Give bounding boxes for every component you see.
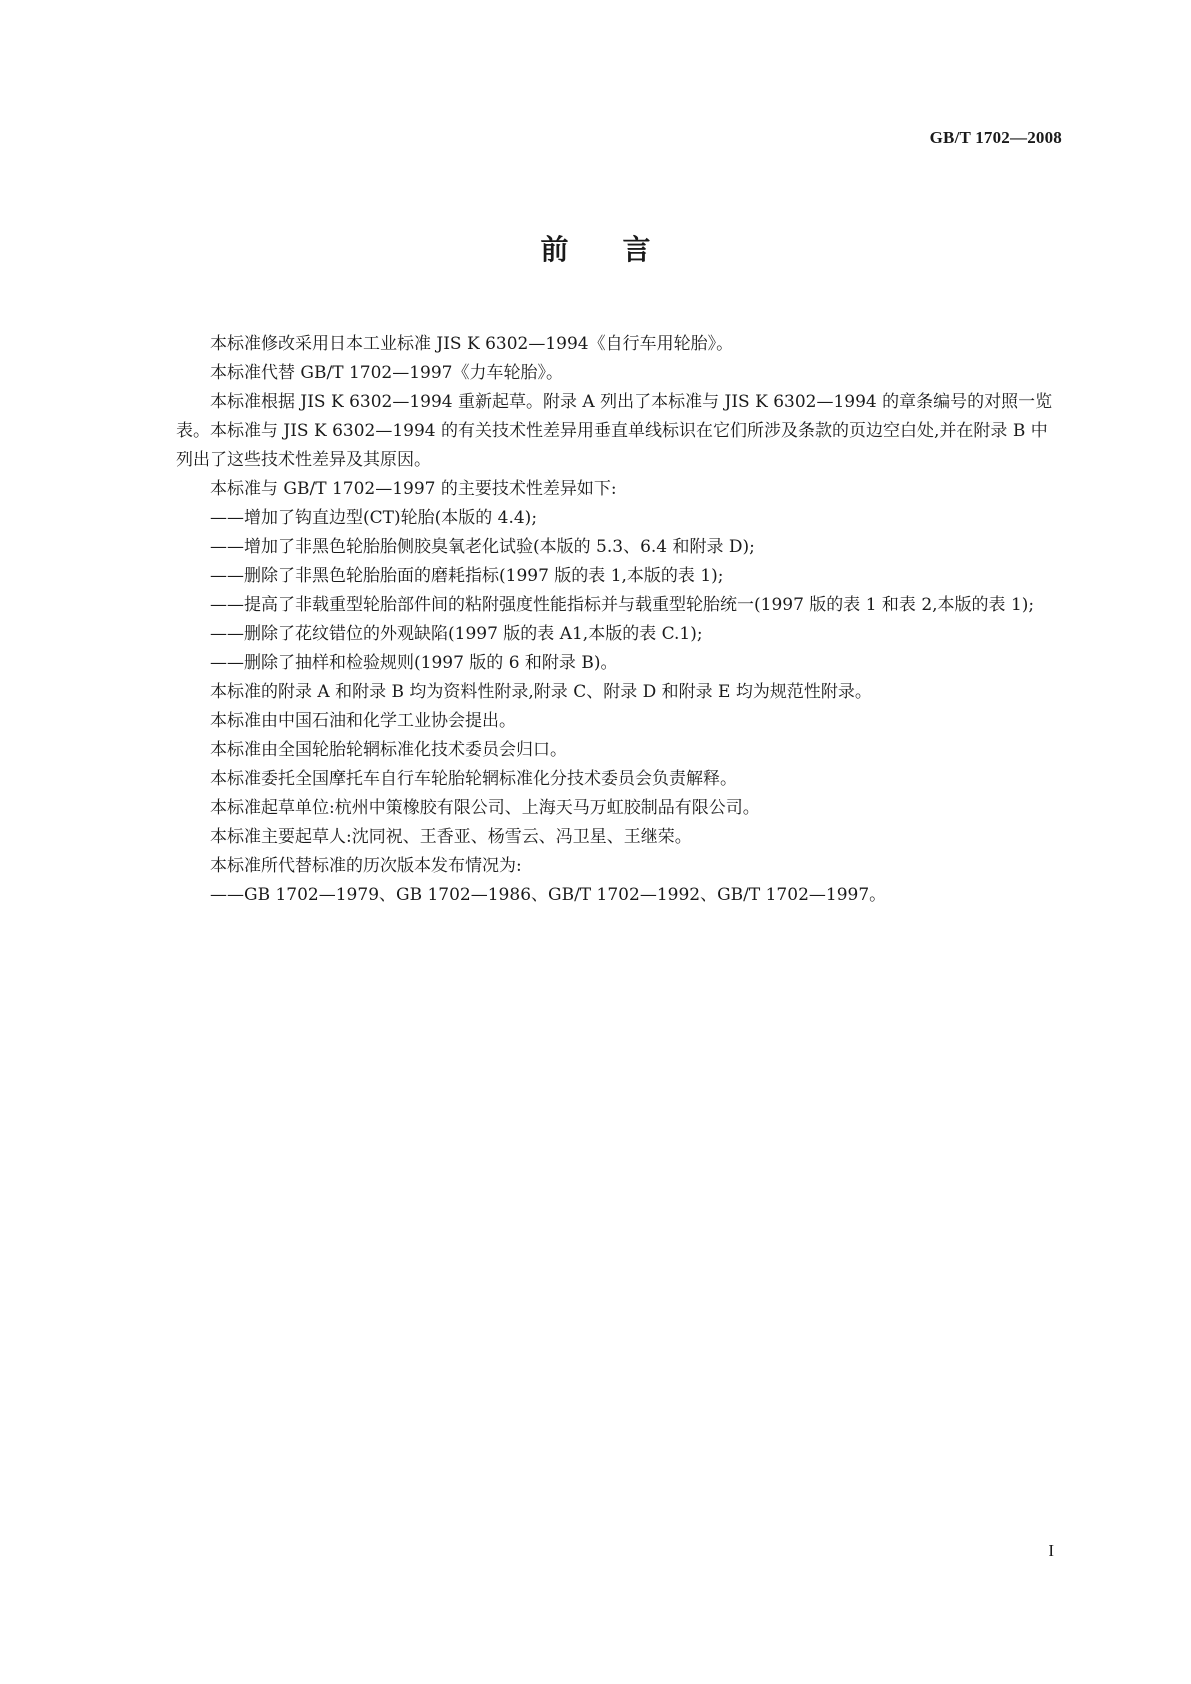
- paragraph: 本标准所代替标准的历次版本发布情况为:: [210, 856, 522, 876]
- paragraph: 本标准由中国石油和化学工业协会提出。: [210, 711, 516, 731]
- paragraph: 本标准主要起草人:沈同祝、王香亚、杨雪云、冯卫星、王继荣。: [210, 827, 692, 847]
- paragraph: 本标准修改采用日本工业标准 JIS K 6302—1994《自行车用轮胎》。: [210, 334, 734, 354]
- paragraph: 本标准的附录 A 和附录 B 均为资料性附录,附录 C、附录 D 和附录 E 均为规范性附录。: [210, 682, 872, 702]
- paragraph: 本标准由全国轮胎轮辋标准化技术委员会归口。: [210, 740, 567, 760]
- paragraph: 本标准起草单位:杭州中策橡胶有限公司、上海天马万虹胶制品有限公司。: [210, 798, 760, 818]
- list-item: ——删除了花纹错位的外观缺陷(1997 版的表 A1,本版的表 C.1);: [210, 624, 703, 644]
- standard-code: GB/T 1702—2008: [929, 128, 1062, 147]
- page-title: 前言: [540, 233, 705, 266]
- paragraph: 本标准与 GB/T 1702—1997 的主要技术性差异如下:: [210, 479, 617, 499]
- paragraph: ——GB 1702—1979、GB 1702—1986、GB/T 1702—1992、GB/T 1702—1997。: [210, 885, 887, 905]
- paragraph: 本标准委托全国摩托车自行车轮胎轮辋标准化分技术委员会负责解释。: [210, 769, 737, 789]
- list-item: ——删除了抽样和检验规则(1997 版的 6 和附录 B)。: [210, 653, 618, 673]
- page-number: I: [1048, 1541, 1054, 1560]
- paragraph: 本标准代替 GB/T 1702—1997《力车轮胎》。: [210, 363, 563, 383]
- list-item: ——增加了钩直边型(CT)轮胎(本版的 4.4);: [210, 508, 538, 528]
- list-item: ——增加了非黑色轮胎胎侧胶臭氧老化试验(本版的 5.3、6.4 和附录 D);: [210, 537, 755, 557]
- paragraph: 本标准根据 JIS K 6302—1994 重新起草。附录 A 列出了本标准与 JIS K 6302—1994 的章条编号的对照一览表。本标准与 JIS K 6302—1994 的有关技术性差异用垂直单线标识在它们所涉及条款的页边空白处,并在附录 B 中列出了这些技术性差异及其原因。: [176, 392, 1053, 470]
- document-body: [176, 330, 1062, 910]
- list-item: ——删除了非黑色轮胎胎面的磨耗指标(1997 版的表 1,本版的表 1);: [210, 566, 724, 586]
- list-item: ——提高了非载重型轮胎部件间的粘附强度性能指标并与载重型轮胎统一(1997 版的表 1 和表 2,本版的表 1);: [210, 595, 1035, 615]
